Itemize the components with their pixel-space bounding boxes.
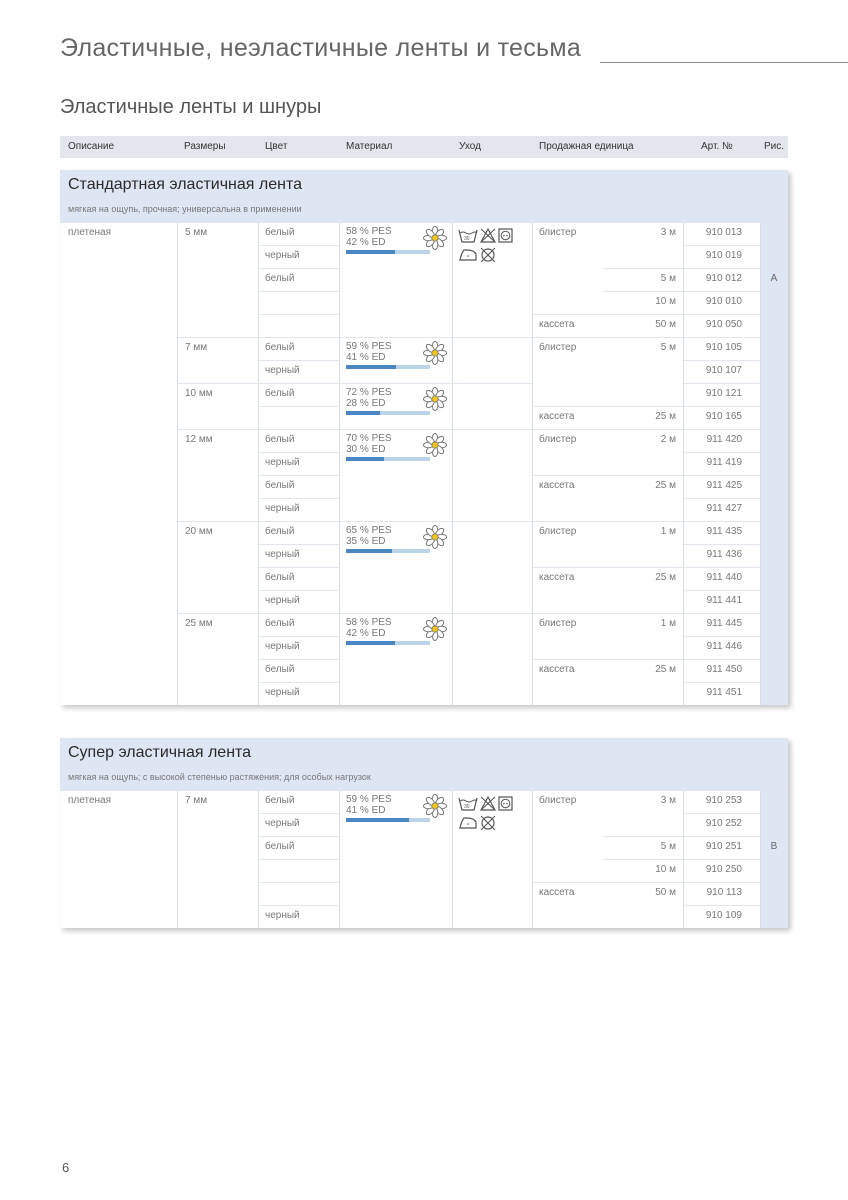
article-number: 911 441 — [706, 595, 742, 606]
header-color: Цвет — [265, 141, 288, 152]
color-value: черный — [265, 818, 300, 829]
article-number: 910 250 — [705, 864, 742, 875]
row-rule — [683, 291, 760, 292]
column-divider — [452, 790, 453, 928]
column-divider — [532, 790, 533, 928]
size-group-rule — [177, 337, 532, 338]
figure-label: A — [770, 273, 778, 284]
header-unit: Продажная единица — [539, 141, 634, 152]
row-rule — [532, 613, 604, 614]
row-rule — [604, 314, 683, 315]
color-value: белый — [265, 480, 295, 491]
color-value: черный — [265, 641, 300, 652]
color-value: черный — [265, 910, 300, 921]
material-line: 42 % ED — [346, 628, 386, 639]
section-description: мягкая на ощупь; с высокой степенью растяжения; для особых нагрузок — [68, 772, 371, 782]
color-value: белый — [265, 434, 295, 445]
row-rule — [532, 521, 604, 522]
row-rule — [683, 475, 760, 476]
material-line: 72 % PES — [346, 387, 392, 398]
stretch-bar — [346, 457, 430, 464]
article-number: 910 252 — [705, 818, 742, 829]
row-rule — [604, 429, 683, 430]
stretch-bar — [346, 549, 430, 556]
ribbon-type: плетеная — [68, 795, 112, 806]
stretch-bar — [346, 411, 430, 418]
body-top-rule — [60, 790, 788, 791]
sales-unit: кассета — [539, 319, 575, 330]
section-title: Стандартная эластичная лента — [68, 176, 302, 193]
row-rule — [683, 882, 760, 883]
row-rule — [683, 590, 760, 591]
stretch-bar-fill — [346, 549, 392, 553]
sales-unit: блистер — [539, 227, 577, 238]
table-header — [60, 136, 788, 158]
size-value: 20 мм — [185, 526, 213, 537]
header-article: Арт. № — [701, 141, 733, 152]
color-value: черный — [265, 457, 300, 468]
article-number: 910 012 — [705, 273, 742, 284]
length-value: 1 м — [660, 526, 676, 537]
row-rule — [258, 813, 339, 814]
row-rule — [683, 452, 760, 453]
color-value: белый — [265, 388, 295, 399]
sales-unit: кассета — [539, 572, 575, 583]
size-value: 5 мм — [185, 227, 208, 238]
row-rule — [683, 813, 760, 814]
row-rule — [258, 498, 339, 499]
article-number: 911 419 — [706, 457, 742, 468]
length-value: 5 м — [660, 273, 676, 284]
length-value: 10 м — [655, 864, 676, 875]
material-line: 59 % PES — [346, 794, 392, 805]
material-line: 65 % PES — [346, 525, 392, 536]
section-description: мягкая на ощупь, прочная; универсальна в применении — [68, 204, 302, 214]
size-group-rule — [177, 613, 532, 614]
size-group-rule — [177, 383, 532, 384]
color-value: белый — [265, 618, 295, 629]
flower-icon — [423, 617, 447, 641]
figure-column — [760, 222, 788, 705]
section-header — [60, 738, 788, 790]
title-rule — [600, 62, 848, 63]
color-value: белый — [265, 273, 295, 284]
row-rule — [683, 659, 760, 660]
article-number: 911 451 — [706, 687, 742, 698]
row-rule — [604, 268, 683, 269]
color-value: белый — [265, 227, 295, 238]
row-rule — [532, 406, 604, 407]
row-rule — [258, 475, 339, 476]
column-divider — [339, 222, 340, 705]
stretch-bar — [346, 818, 430, 825]
length-value: 2 м — [660, 434, 676, 445]
flower-icon — [423, 226, 447, 250]
row-rule — [604, 859, 683, 860]
flower-icon — [423, 341, 447, 365]
stretch-bar — [346, 641, 430, 648]
row-rule — [258, 544, 339, 545]
article-number: 910 010 — [705, 296, 742, 307]
row-rule — [683, 682, 760, 683]
stretch-bar — [346, 250, 430, 257]
length-value: 25 м — [655, 411, 676, 422]
row-rule — [258, 452, 339, 453]
sales-unit: блистер — [539, 434, 577, 445]
article-number: 911 446 — [706, 641, 742, 652]
article-number: 910 109 — [705, 910, 742, 921]
article-number: 911 450 — [706, 664, 742, 675]
material-line: 58 % PES — [346, 226, 392, 237]
column-divider — [760, 222, 761, 705]
color-value: черный — [265, 503, 300, 514]
row-rule — [258, 406, 339, 407]
sales-unit: кассета — [539, 664, 575, 675]
color-value: белый — [265, 664, 295, 675]
section-heading: Эластичные ленты и шнуры — [60, 96, 322, 118]
body-top-rule — [60, 222, 788, 223]
material-line: 35 % ED — [346, 536, 386, 547]
stretch-bar-fill — [346, 365, 396, 369]
sales-unit: блистер — [539, 526, 577, 537]
row-rule — [604, 475, 683, 476]
size-group-rule — [177, 521, 532, 522]
row-rule — [258, 882, 339, 883]
row-rule — [604, 521, 683, 522]
article-number: 911 440 — [706, 572, 742, 583]
row-rule — [532, 475, 604, 476]
article-number: 910 050 — [705, 319, 742, 330]
stretch-bar-fill — [346, 411, 380, 415]
article-number: 910 107 — [705, 365, 742, 376]
row-rule — [532, 882, 604, 883]
row-rule — [258, 836, 339, 837]
length-value: 5 м — [660, 841, 676, 852]
length-value: 50 м — [655, 319, 676, 330]
article-number: 910 019 — [705, 250, 742, 261]
ribbon-type: плетеная — [68, 227, 112, 238]
sales-unit: блистер — [539, 795, 577, 806]
header-material: Материал — [346, 141, 393, 152]
header-size: Размеры — [184, 141, 226, 152]
flower-icon — [423, 525, 447, 549]
product-section — [60, 170, 788, 705]
material-line: 28 % ED — [346, 398, 386, 409]
row-rule — [532, 567, 604, 568]
care-symbols-icon — [457, 794, 517, 834]
row-rule — [683, 360, 760, 361]
row-rule — [604, 291, 683, 292]
article-number: 910 165 — [705, 411, 742, 422]
row-rule — [604, 882, 683, 883]
sales-unit: кассета — [539, 480, 575, 491]
material-line: 30 % ED — [346, 444, 386, 455]
svg-text:30: 30 — [464, 236, 470, 242]
row-rule — [258, 590, 339, 591]
size-value: 12 мм — [185, 434, 213, 445]
page-number: 6 — [62, 1160, 70, 1175]
row-rule — [604, 836, 683, 837]
row-rule — [683, 337, 760, 338]
row-rule — [258, 905, 339, 906]
row-rule — [683, 905, 760, 906]
color-value: белый — [265, 526, 295, 537]
article-number: 911 425 — [706, 480, 742, 491]
column-divider — [177, 790, 178, 928]
length-value: 3 м — [660, 227, 676, 238]
color-value: черный — [265, 549, 300, 560]
row-rule — [258, 360, 339, 361]
row-rule — [683, 406, 760, 407]
color-value: черный — [265, 365, 300, 376]
material-line: 42 % ED — [346, 237, 386, 248]
row-rule — [683, 498, 760, 499]
sales-unit: кассета — [539, 411, 575, 422]
color-value: черный — [265, 595, 300, 606]
column-divider — [177, 222, 178, 705]
article-number: 910 121 — [705, 388, 742, 399]
row-rule — [683, 567, 760, 568]
sales-unit: кассета — [539, 887, 575, 898]
row-rule — [683, 245, 760, 246]
row-rule — [683, 429, 760, 430]
article-number: 911 445 — [706, 618, 742, 629]
row-rule — [683, 613, 760, 614]
article-number: 910 105 — [705, 342, 742, 353]
size-value: 10 мм — [185, 388, 213, 399]
row-rule — [604, 659, 683, 660]
row-rule — [604, 337, 683, 338]
material-line: 41 % ED — [346, 352, 386, 363]
row-rule — [683, 636, 760, 637]
column-divider — [258, 222, 259, 705]
column-divider — [452, 222, 453, 705]
row-rule — [604, 567, 683, 568]
stretch-bar-fill — [346, 641, 395, 645]
row-rule — [683, 836, 760, 837]
size-value: 25 мм — [185, 618, 213, 629]
size-value: 7 мм — [185, 795, 208, 806]
row-rule — [683, 859, 760, 860]
row-rule — [683, 383, 760, 384]
length-value: 5 м — [660, 342, 676, 353]
material-line: 41 % ED — [346, 805, 386, 816]
row-rule — [683, 521, 760, 522]
length-value: 25 м — [655, 664, 676, 675]
stretch-bar-fill — [346, 250, 395, 254]
material-line: 70 % PES — [346, 433, 392, 444]
stretch-bar — [346, 365, 430, 372]
page-title: Эластичные, неэластичные ленты и тесьма — [60, 34, 582, 62]
length-value: 3 м — [660, 795, 676, 806]
row-rule — [258, 268, 339, 269]
length-value: 10 м — [655, 296, 676, 307]
color-value: белый — [265, 841, 295, 852]
length-value: 1 м — [660, 618, 676, 629]
care-symbols-icon — [457, 226, 517, 266]
header-care: Уход — [459, 141, 481, 152]
article-number: 910 113 — [706, 887, 742, 898]
color-value: белый — [265, 572, 295, 583]
figure-column — [760, 790, 788, 928]
row-rule — [604, 406, 683, 407]
color-value: белый — [265, 342, 295, 353]
article-number: 910 013 — [705, 227, 742, 238]
size-value: 7 мм — [185, 342, 208, 353]
row-rule — [258, 291, 339, 292]
article-number: 911 420 — [706, 434, 742, 445]
row-rule — [258, 245, 339, 246]
material-line: 58 % PES — [346, 617, 392, 628]
section-title: Супер эластичная лента — [68, 744, 252, 761]
article-number: 911 427 — [706, 503, 742, 514]
row-rule — [683, 314, 760, 315]
row-rule — [604, 613, 683, 614]
article-number: 910 251 — [705, 841, 742, 852]
row-rule — [532, 429, 604, 430]
column-divider — [339, 790, 340, 928]
stretch-bar-fill — [346, 457, 384, 461]
column-divider — [760, 790, 761, 928]
column-divider — [532, 222, 533, 705]
row-rule — [258, 859, 339, 860]
sales-unit: блистер — [539, 342, 577, 353]
flower-icon — [423, 387, 447, 411]
figure-label: B — [770, 841, 778, 852]
svg-text:30: 30 — [464, 804, 470, 810]
row-rule — [532, 659, 604, 660]
section-header — [60, 170, 788, 222]
header-figure: Рис. — [764, 141, 785, 152]
header-description: Описание — [68, 141, 115, 152]
row-rule — [258, 314, 339, 315]
row-rule — [532, 314, 604, 315]
color-value: белый — [265, 795, 295, 806]
length-value: 50 м — [655, 887, 676, 898]
color-value: черный — [265, 250, 300, 261]
article-number: 910 253 — [705, 795, 742, 806]
length-value: 25 м — [655, 572, 676, 583]
flower-icon — [423, 433, 447, 457]
article-number: 911 435 — [706, 526, 742, 537]
row-rule — [258, 567, 339, 568]
row-rule — [683, 544, 760, 545]
row-rule — [258, 636, 339, 637]
color-value: черный — [265, 687, 300, 698]
length-value: 25 м — [655, 480, 676, 491]
flower-icon — [423, 794, 447, 818]
material-line: 59 % PES — [346, 341, 392, 352]
product-section — [60, 738, 788, 928]
row-rule — [683, 268, 760, 269]
size-group-rule — [177, 429, 532, 430]
row-rule — [258, 659, 339, 660]
stretch-bar-fill — [346, 818, 409, 822]
row-rule — [532, 337, 604, 338]
sales-unit: блистер — [539, 618, 577, 629]
row-rule — [258, 682, 339, 683]
article-number: 911 436 — [706, 549, 742, 560]
